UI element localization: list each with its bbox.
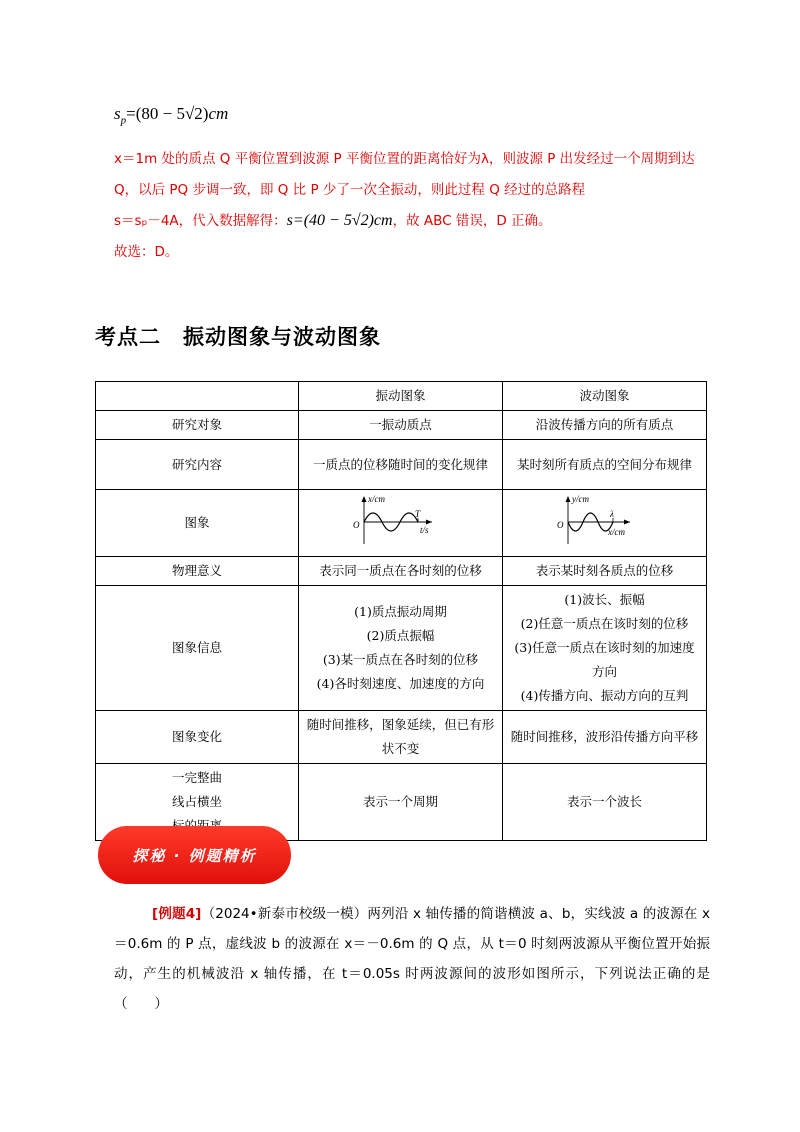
table-header-vibration: 振动图象: [299, 382, 503, 411]
wave-graph-cell: [503, 490, 707, 557]
wave-graph: [550, 492, 660, 546]
table-cell: 一振动质点: [299, 411, 503, 440]
table-cell: 表示一个周期: [299, 764, 503, 841]
vibration-mark: T: [414, 509, 420, 519]
table-header-row: [96, 382, 707, 411]
table-row: [96, 440, 707, 490]
table-cell: 表示同一质点在各时刻的位移: [299, 557, 503, 586]
table-cell: 沿波传播方向的所有质点: [503, 411, 707, 440]
row-label: 研究对象: [96, 411, 299, 440]
wave-xlabel: x/cm: [607, 527, 625, 537]
list-item: (4)各时刻速度、加速度的方向: [316, 676, 485, 691]
vibration-xlabel: t/s: [419, 525, 429, 535]
table-row: [96, 586, 707, 711]
formula-sp: $s_p=(80 - 5√2)cm$: [114, 104, 229, 127]
example-text: （2024•新泰市校级一模）两列沿 x 轴传播的简谐横波 a、b，实线波 a 的波源在 x＝0.6m 的 P 点，虚线波 b 的波源在 x＝－0.6m 的 Q 点，从 t＝0 时刻两波源从平衡位置开始振动，产生的机械波沿 x 轴传播，在 t＝0.05s 时两波源间的波形如图所示，下列说法正确的是（ ）: [114, 906, 710, 1012]
list-item: (2)任意一质点在该时刻的位移: [520, 616, 689, 631]
list-item: (4)传播方向、振动方向的互判: [520, 688, 689, 703]
row-label: 图象: [96, 490, 299, 557]
row-label: 研究内容: [96, 440, 299, 490]
row-label: 图象变化: [96, 711, 299, 764]
vibration-info-cell: [299, 586, 503, 711]
vibration-origin: O: [352, 520, 359, 530]
list-item: (3)任意一质点在该时刻的加速度方向: [514, 640, 695, 679]
solution-answer: 故选：D。: [114, 244, 179, 260]
table-row: [96, 557, 707, 586]
wave-ylabel: y/cm: [571, 494, 589, 504]
solution-line-1: x＝1m 处的质点 Q 平衡位置到波源 P 平衡位置的距离恰好为λ，则波源 P 出发经过一个周期到达: [114, 151, 695, 167]
wave-origin: O: [556, 520, 563, 530]
example-label: [例题4]: [152, 906, 202, 922]
section-title: 考点二 振动图象与波动图象: [95, 325, 381, 349]
table-cell: 随时间推移，波形沿传播方向平移: [503, 711, 707, 764]
table-cell: 一质点的位移随时间的变化规律: [299, 440, 503, 490]
formula-s: s=(40 − 5√2)cm: [286, 212, 393, 229]
solution-line-3: s＝sₚ－4A，代入数据解得：s=(40 − 5√2)cm，故 ABC 错误，D 正确。: [114, 212, 552, 229]
comparison-table: [95, 381, 707, 841]
vibration-graph: [346, 492, 456, 546]
vibration-graph-cell: [299, 490, 503, 557]
table-cell: 随时间推移，图象延续，但已有形状不变: [299, 711, 503, 764]
table-cell: 表示一个波长: [503, 764, 707, 841]
table-row: [96, 711, 707, 764]
table-row: [96, 490, 707, 557]
table-row: [96, 411, 707, 440]
solution-line-2: Q，以后 PQ 步调一致，即 Q 比 P 少了一次全振动，则此过程 Q 经过的总路程: [114, 182, 586, 198]
table-cell: 表示某时刻各质点的位移: [503, 557, 707, 586]
wave-mark: λ: [609, 509, 614, 519]
example-banner: 探秘 · 例题精析: [98, 826, 291, 884]
list-item: (1)波长、振幅: [564, 592, 645, 607]
list-item: (2)质点振幅: [366, 628, 435, 643]
table-cell: 某时刻所有质点的空间分布规律: [503, 440, 707, 490]
example-question: [114, 899, 710, 1019]
table-header-wave: 波动图象: [503, 382, 707, 411]
table-cell: [96, 382, 299, 411]
wave-info-cell: [503, 586, 707, 711]
row-label: 物理意义: [96, 557, 299, 586]
row-label: 图象信息: [96, 586, 299, 711]
vibration-ylabel: x/cm: [367, 494, 385, 504]
list-item: (1)质点振动周期: [354, 604, 447, 619]
list-item: (3)某一质点在各时刻的位移: [322, 652, 479, 667]
row-label: 一完整曲 线占横坐: [96, 764, 299, 841]
